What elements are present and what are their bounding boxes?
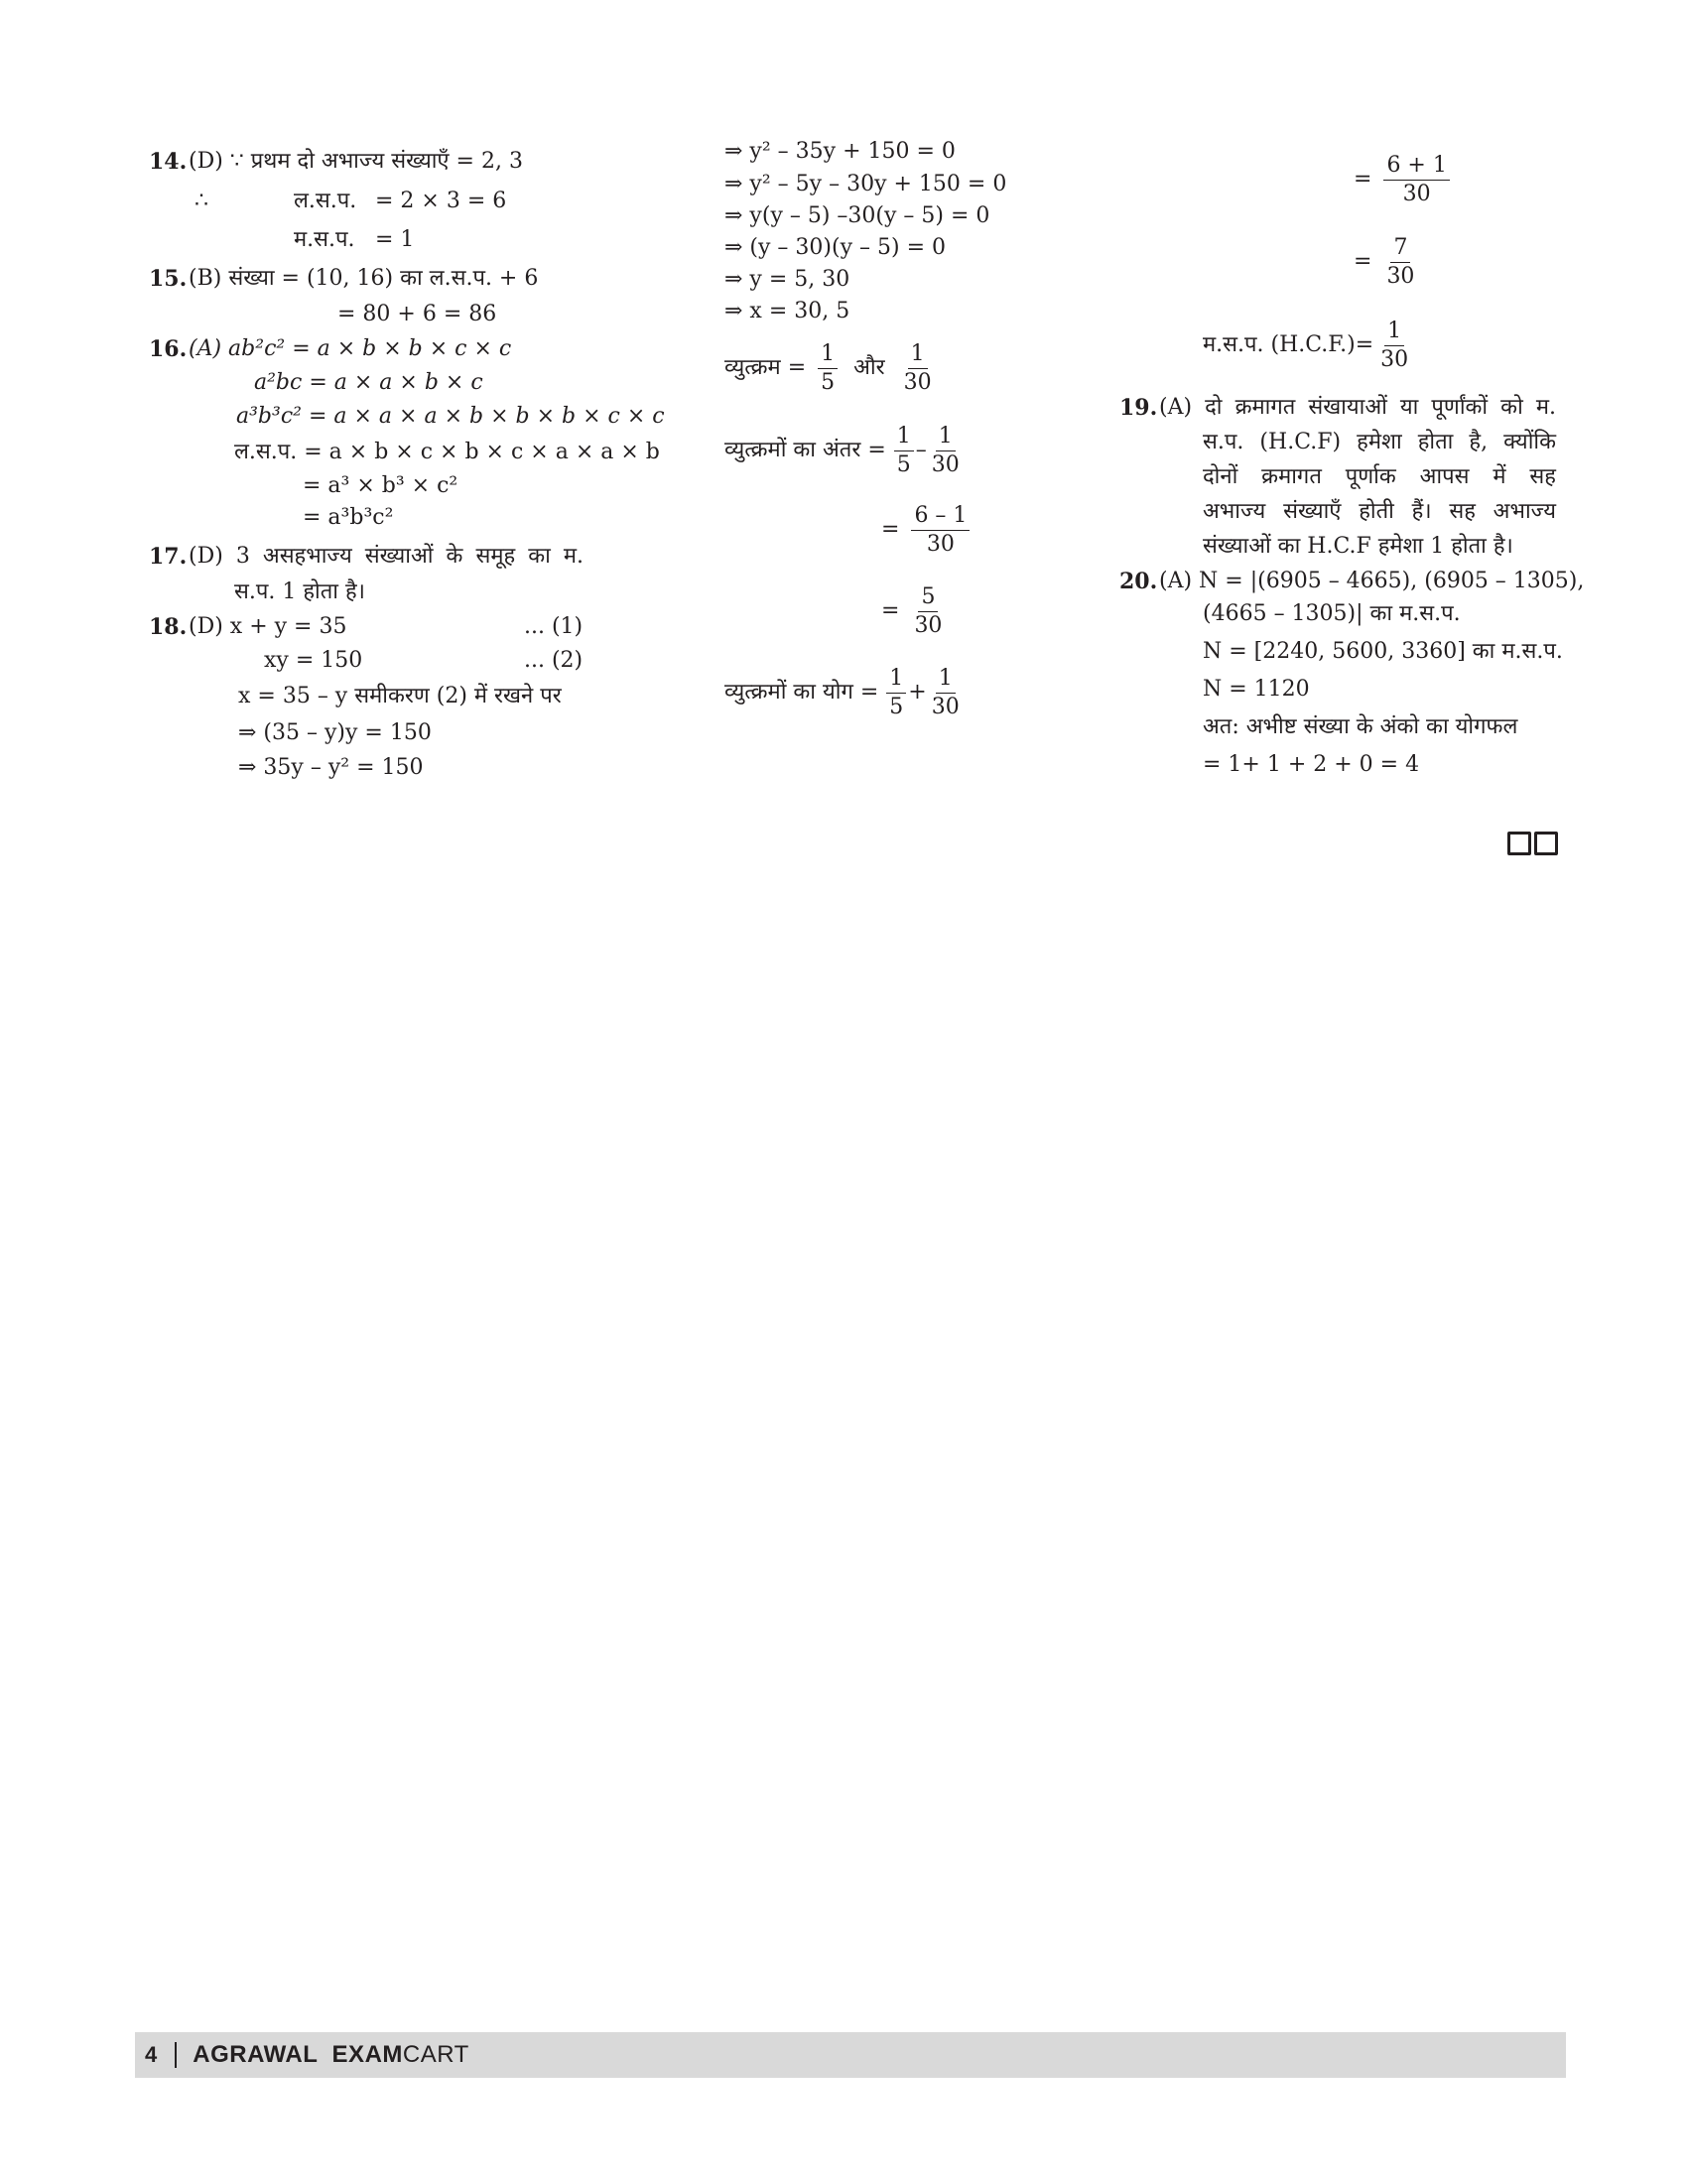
q14-hcf-value: = 1 [375,227,415,252]
q14-lcm-value: = 2 × 3 = 6 [375,189,507,213]
fraction-1-5: $\frac{1}{5}$ [886,667,906,719]
fraction-6p1-30: $\frac{6 + 1}{30}$ [1383,154,1449,206]
sum-row [724,667,965,719]
q17-number: 17. [149,544,188,570]
q19-line-4: अभाज्य संख्याएँ होती हैं। सह अभाज्य [1203,499,1556,524]
fraction-7-30: $\frac{7}{30}$ [1386,235,1415,290]
therefore-symbol: ∴ [195,189,208,213]
page-footer [135,2032,1566,2078]
and-word: और [853,355,885,381]
col2-line-5: ⇒ y = 5, 30 [724,267,850,292]
q15-number: 15. [149,266,188,292]
q16-line-4: ल.स.प. = a × b × c × b × c × a × a × b [234,440,660,464]
q20-line-6: = 1+ 1 + 2 + 0 = 4 [1203,752,1420,777]
equals-sign: = [881,598,900,624]
end-marker-squares [1504,832,1558,862]
minus-sign: – [915,438,927,463]
q17-line-2: स.प. 1 होता है। [234,579,365,604]
brand-logo [193,2041,469,2070]
q18-line-4: ⇒ (35 – y)y = 150 [238,720,432,745]
q20-line-3: N = [2240, 5600, 3360] का म.स.प. [1203,639,1563,664]
square-icon [1534,832,1558,855]
q16-number: 16. [149,336,188,362]
q14-lcm-label: ल.स.प. [294,189,357,213]
footer-separator [175,2042,177,2068]
sum-label: व्युत्क्रमों का योग = [724,680,879,706]
fraction-1-30: $\frac{1}{30}$ [903,341,932,396]
q20-line-5: अत: अभीष्ट संख्या के अंको का योगफल [1203,714,1518,739]
q14-line-1: (D) ∵ प्रथम दो अभाज्य संख्याएँ = 2, 3 [189,149,523,174]
col2-line-1: ⇒ y² – 35y + 150 = 0 [724,139,956,164]
q16-line-5: = a³ × b³ × c² [303,473,458,498]
difference-label: व्युत्क्रमों का अंतर = [724,438,886,463]
hcf-result-label: म.स.प. (H.C.F.)= [1203,332,1374,358]
col3-step-2 [1354,236,1419,289]
brand-text-exam: EXAM [331,2040,403,2068]
fraction-5-30: $\frac{5}{30}$ [914,584,943,639]
q19-line-3: दोनों क्रमागत पूर्णाक आपस में सह [1203,464,1556,489]
q19-number: 19. [1119,395,1158,421]
q18-eq-ref-1: ... (1) [524,614,584,639]
q19-line-1: (A) दो क्रमागत संखायाओं या पूर्णांकों को म. [1159,395,1556,420]
col2-line-2: ⇒ y² – 5y – 30y + 150 = 0 [724,172,1007,196]
q16-line-2: a²bc = a × a × b × c [254,370,483,395]
difference-step-3 [881,585,947,638]
q18-eq-ref-2: ... (2) [524,648,584,673]
col2-line-6: ⇒ x = 30, 5 [724,299,850,323]
difference-step-2 [881,504,972,557]
plus-sign: + [908,680,927,706]
brand-text-cart: CART [402,2040,469,2068]
equals-sign: = [1354,167,1372,193]
reciprocals-label: व्युत्क्रम = [724,355,807,381]
equals-sign: = [1354,249,1372,275]
fraction-1-30: $\frac{1}{30}$ [931,424,960,478]
q17-line-1: (D) 3 असहभाज्य संख्याओं के समूह का म. [189,544,584,569]
reciprocals-row [724,342,937,395]
brand-text-agrawal: AGRAWAL [193,2040,319,2068]
q16-line-1: (A) ab²c² = a × b × b × c × c [189,336,512,361]
q19-line-5: संख्याओं का H.C.F हमेशा 1 होता है। [1203,534,1513,559]
col2-line-4: ⇒ (y – 30)(y – 5) = 0 [724,235,946,260]
q18-number: 18. [149,614,188,640]
fraction-6m1-30: $\frac{6 - 1}{30}$ [911,504,970,557]
q18-line-1: (D) x + y = 35 [189,614,347,639]
fraction-1-5: $\frac{1}{5}$ [894,425,914,477]
equals-sign: = [881,517,900,543]
q16-line-3: a³b³c² = a × a × a × b × b × b × c × c [236,404,665,429]
q20-line-2: (4665 – 1305)| का म.स.प. [1203,601,1461,626]
hcf-result-row [1203,320,1413,372]
q15-line-1: (B) संख्या = (10, 16) का ल.स.प. + 6 [189,266,539,291]
fraction-1-30: $\frac{1}{30}$ [1380,319,1409,373]
square-icon [1507,832,1531,855]
q20-line-4: N = 1120 [1203,677,1310,702]
q19-line-2: स.प. (H.C.F) हमेशा होता है, क्योंकि [1203,430,1556,454]
q15-line-2: = 80 + 6 = 86 [337,302,497,326]
q16-line-6: = a³b³c² [303,505,394,530]
q14-hcf-label: म.स.प. [294,227,355,252]
q20-number: 20. [1119,569,1158,594]
q18-line-3: x = 35 – y समीकरण (2) में रखने पर [238,684,562,708]
col2-line-3: ⇒ y(y – 5) –30(y – 5) = 0 [724,203,990,228]
col3-step-1 [1354,154,1452,206]
fraction-1-5: $\frac{1}{5}$ [818,342,838,395]
q14-number: 14. [149,149,188,175]
page-number: 4 [145,2041,158,2067]
q18-line-5: ⇒ 35y – y² = 150 [238,755,424,780]
q18-line-2: xy = 150 [264,648,363,673]
difference-row [724,425,965,477]
q20-line-1: (A) N = |(6905 – 4665), (6905 – 1305), [1159,569,1585,593]
fraction-1-30: $\frac{1}{30}$ [931,666,960,720]
